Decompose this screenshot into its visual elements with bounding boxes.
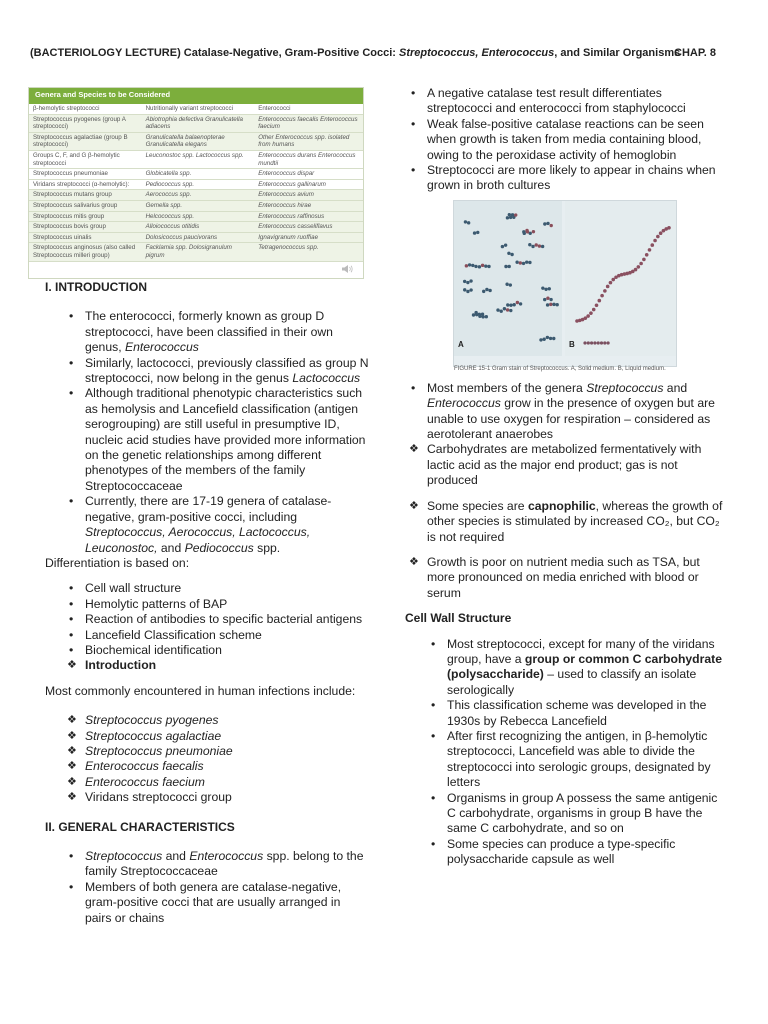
- panel-label: B: [569, 340, 575, 350]
- list-item: • Currently, there are 17-19 genera of catalase-negative, gram-positive cocci, including Streptococcus, Aerococcus, Lactococcus, Leuconostoc, and Pediococcus spp.: [65, 494, 370, 556]
- list-item: • Some species can produce a type-specific polysaccharide capsule as well: [427, 837, 727, 868]
- paragraph: Differentiation is based on:: [45, 555, 190, 570]
- cocci-chains-image: [565, 201, 676, 356]
- table-cell: Enterococcus avium: [258, 191, 314, 199]
- list-item: • The enterococci, formerly known as group D streptococci, have been classified in their own genus, Enterococcus: [65, 309, 370, 355]
- list-item: • Most streptococci, except for many of the viridans group, have a group or common C carbohydrate (polysaccharide) – used to classify an isolate serologically: [427, 637, 727, 699]
- list-item: ❖ Streptococcus agalactiae: [65, 729, 370, 744]
- table-title: Genera and Species to be Considered: [29, 88, 363, 104]
- section-heading: Cell Wall Structure: [405, 611, 512, 626]
- table-cell: Helcococcus spp.: [145, 212, 195, 220]
- general-list: [65, 849, 370, 926]
- section-heading: I. INTRODUCTION: [45, 280, 147, 294]
- table-cell: Gemella spp.: [145, 201, 183, 209]
- table-col-header: Nutritionally variant streptococci: [145, 105, 233, 112]
- figure-panel-a: [454, 201, 562, 356]
- list-item: • Organisms in group A possess the same antigenic C carbohydrate, organisms in group B have the same C carbohydrate, and so on: [427, 791, 727, 837]
- header-title: Catalase-Negative, Gram-Positive Cocci:: [180, 47, 399, 59]
- header-genera: Streptococcus, Enterococcus: [399, 47, 555, 59]
- table-cell: Groups C, F, and G β-hemolytic streptococci: [33, 151, 120, 167]
- list-item: • After first recognizing the antigen, in β-hemolytic streptococci, Lancefield was able to divide the streptococci into serologic groups, designated by letters: [427, 729, 727, 791]
- table-cell: Streptococcus mitis group: [33, 212, 105, 220]
- list-item: ❖ Introduction: [65, 658, 370, 673]
- table-cell: Enterococcus gallinarum: [258, 180, 326, 188]
- list-item: • Lancefield Classification scheme: [65, 628, 370, 643]
- table-cell: Other Enterococcus spp. isolated from humans: [258, 133, 350, 149]
- table-row: [29, 201, 363, 212]
- intro-list: [65, 309, 370, 556]
- table-cell: Enterococcus durans Enterococcus mundtii: [258, 151, 356, 167]
- list-item: • This classification scheme was developed in the 1930s by Rebecca Lancefield: [427, 698, 727, 729]
- table-row: [29, 169, 363, 180]
- table-header-row: [29, 104, 363, 115]
- table-cell: Streptococcus uinalis: [33, 233, 92, 241]
- cocci-clusters-image: [454, 201, 562, 356]
- table-cell: Abiotrophia defectiva Granulicatella adiacens: [145, 115, 243, 131]
- left-column: [45, 280, 370, 926]
- list-item: • Reaction of antibodies to specific bacterial antigens: [65, 612, 370, 627]
- table-cell: Enterococcus casseliflavus: [258, 223, 333, 231]
- list-item: ❖ Enterococcus faecium: [65, 775, 370, 790]
- table-col-header: β-hemolytic streptococci: [33, 105, 100, 112]
- list-item: • Members of both genera are catalase-negative, gram-positive cocci that are usually arranged in pairs or chains: [65, 880, 370, 926]
- table-cell: Dolosicoccus paucivorans: [145, 233, 218, 241]
- table-row: [29, 115, 363, 133]
- table-cell: Globicatella spp.: [145, 170, 192, 178]
- differentiation-list: [65, 581, 370, 658]
- table-row: [29, 180, 363, 191]
- table-cell: Enterococcus raffinosus: [258, 212, 325, 220]
- figure-panel-b: [565, 201, 676, 356]
- table-row: [29, 212, 363, 223]
- list-item: • Streptococcus and Enterococcus spp. belong to the family Streptococcaceae: [65, 849, 370, 880]
- list-item: • Streptococci are more likely to appear in chains when grown in broth cultures: [407, 163, 727, 194]
- table-cell: Streptococcus bovis group: [33, 223, 106, 231]
- table-cell: Pediococcus spp.: [145, 180, 195, 188]
- header-course: (BACTERIOLOGY LECTURE): [30, 47, 181, 59]
- list-item: ❖ Streptococcus pneumoniae: [65, 744, 370, 759]
- table-cell: Viridans streptococci (α-hemolytic):: [33, 180, 130, 188]
- table-cell: Granulicatella balaenopterae Granulicatella elegans: [145, 133, 225, 149]
- table-col-header: Enterococci: [258, 105, 291, 112]
- catalase-list: [407, 86, 727, 194]
- list-item: • Most members of the genera Streptococcus and Enterococcus grow in the presence of oxygen but are unable to use oxygen for respiration – considered as aerotolerant anaerobes: [407, 381, 727, 443]
- list-item: • Weak false-positive catalase reactions can be seen when growth is taken from media containing blood, owing to the peroxidase activity of hemoglobin: [407, 117, 727, 163]
- list-item: ❖ Streptococcus pyogenes: [65, 713, 370, 728]
- page-header: [30, 46, 730, 61]
- table-cell: Aerococcus spp.: [145, 191, 192, 199]
- genera-table: [28, 87, 364, 279]
- table-cell: Streptococcus anginosus (also called Streptococcus milleri group): [33, 244, 136, 259]
- table-cell: Enterococcus dispar: [258, 170, 315, 178]
- common-organisms-list: [65, 713, 370, 790]
- table-cell: Enterococcus hirae: [258, 201, 312, 209]
- gram-stain-figure: [453, 200, 677, 373]
- table-cell: Ignavigranum ruoffiae: [258, 233, 319, 241]
- list-item: ❖ Carbohydrates are metabolized fermentatively with lactic acid as the major end product; gas is not produced: [407, 442, 727, 488]
- table-cell: Streptococcus pneumoniae: [33, 170, 108, 178]
- header-title-tail: , and Similar Organisms: [554, 47, 681, 59]
- growth-list: [407, 381, 727, 489]
- list-item: ❖ Growth is poor on nutrient media such as TSA, but more pronounced on media enriched with blood or serum: [407, 555, 727, 601]
- list-item: • Cell wall structure: [65, 581, 370, 596]
- table-cell: Leuconostoc spp. Lactococcus spp.: [145, 151, 244, 159]
- table-row: [29, 133, 363, 151]
- chapter-label: CHAP. 8: [674, 47, 716, 59]
- table-cell: Streptococcus pyogenes (group A streptococci): [33, 115, 126, 131]
- figure-caption: FIGURE 15-1 Gram stain of Streptococcus. A, Solid medium. B, Liquid medium.: [454, 366, 666, 373]
- table-row: [29, 151, 363, 169]
- list-item: • Biochemical identification: [65, 643, 370, 658]
- table-cell: Streptococcus salivarius group: [33, 201, 118, 209]
- table-row: [29, 190, 363, 201]
- table-row: [29, 222, 363, 233]
- list-item: • A negative catalase test result differentiates streptococci and enterococci from staphylococci: [407, 86, 727, 117]
- section-heading: II. GENERAL CHARACTERISTICS: [45, 819, 235, 834]
- list-item: ❖ Enterococcus faecalis: [65, 759, 370, 774]
- table-row: [29, 233, 363, 244]
- table-cell: Facklamia spp. Dolosigranulum pigrum: [145, 244, 232, 259]
- table-cell: Alloiococcus otitidis: [145, 223, 200, 231]
- list-item: • Similarly, lactococci, previously classified as group N streptococci, now belong in the genus Lactococcus: [65, 356, 370, 387]
- list-item: ❖ Viridans streptococci group: [65, 790, 370, 805]
- speaker-icon[interactable]: [341, 264, 353, 274]
- table-row: [29, 243, 363, 261]
- list-item: • Although traditional phenotypic characteristics such as hemolysis and Lancefield classification (antigen serogrouping) are still useful in presumptive ID, nucleic acid studies have provided more information on the genetic relationships among different phenotypes of the members of the family Streptococcaceae: [65, 386, 370, 494]
- panel-label: A: [458, 340, 464, 350]
- table-cell: Enterococcus faecalis Enterococcus faecium: [258, 115, 358, 131]
- right-column: [407, 86, 727, 868]
- cell-wall-list: [427, 637, 727, 868]
- list-item: ❖ Some species are capnophilic, whereas the growth of other species is stimulated by increased CO₂, but CO₂ is not required: [407, 499, 727, 545]
- table-cell: Tetragenococcus spp.: [258, 244, 319, 252]
- list-item: • Hemolytic patterns of BAP: [65, 597, 370, 612]
- paragraph: Most commonly encountered in human infections include:: [45, 683, 356, 698]
- table-cell: Streptococcus agalactiae (group B streptococci): [33, 133, 128, 149]
- table-cell: Streptococcus mutans group: [33, 191, 112, 199]
